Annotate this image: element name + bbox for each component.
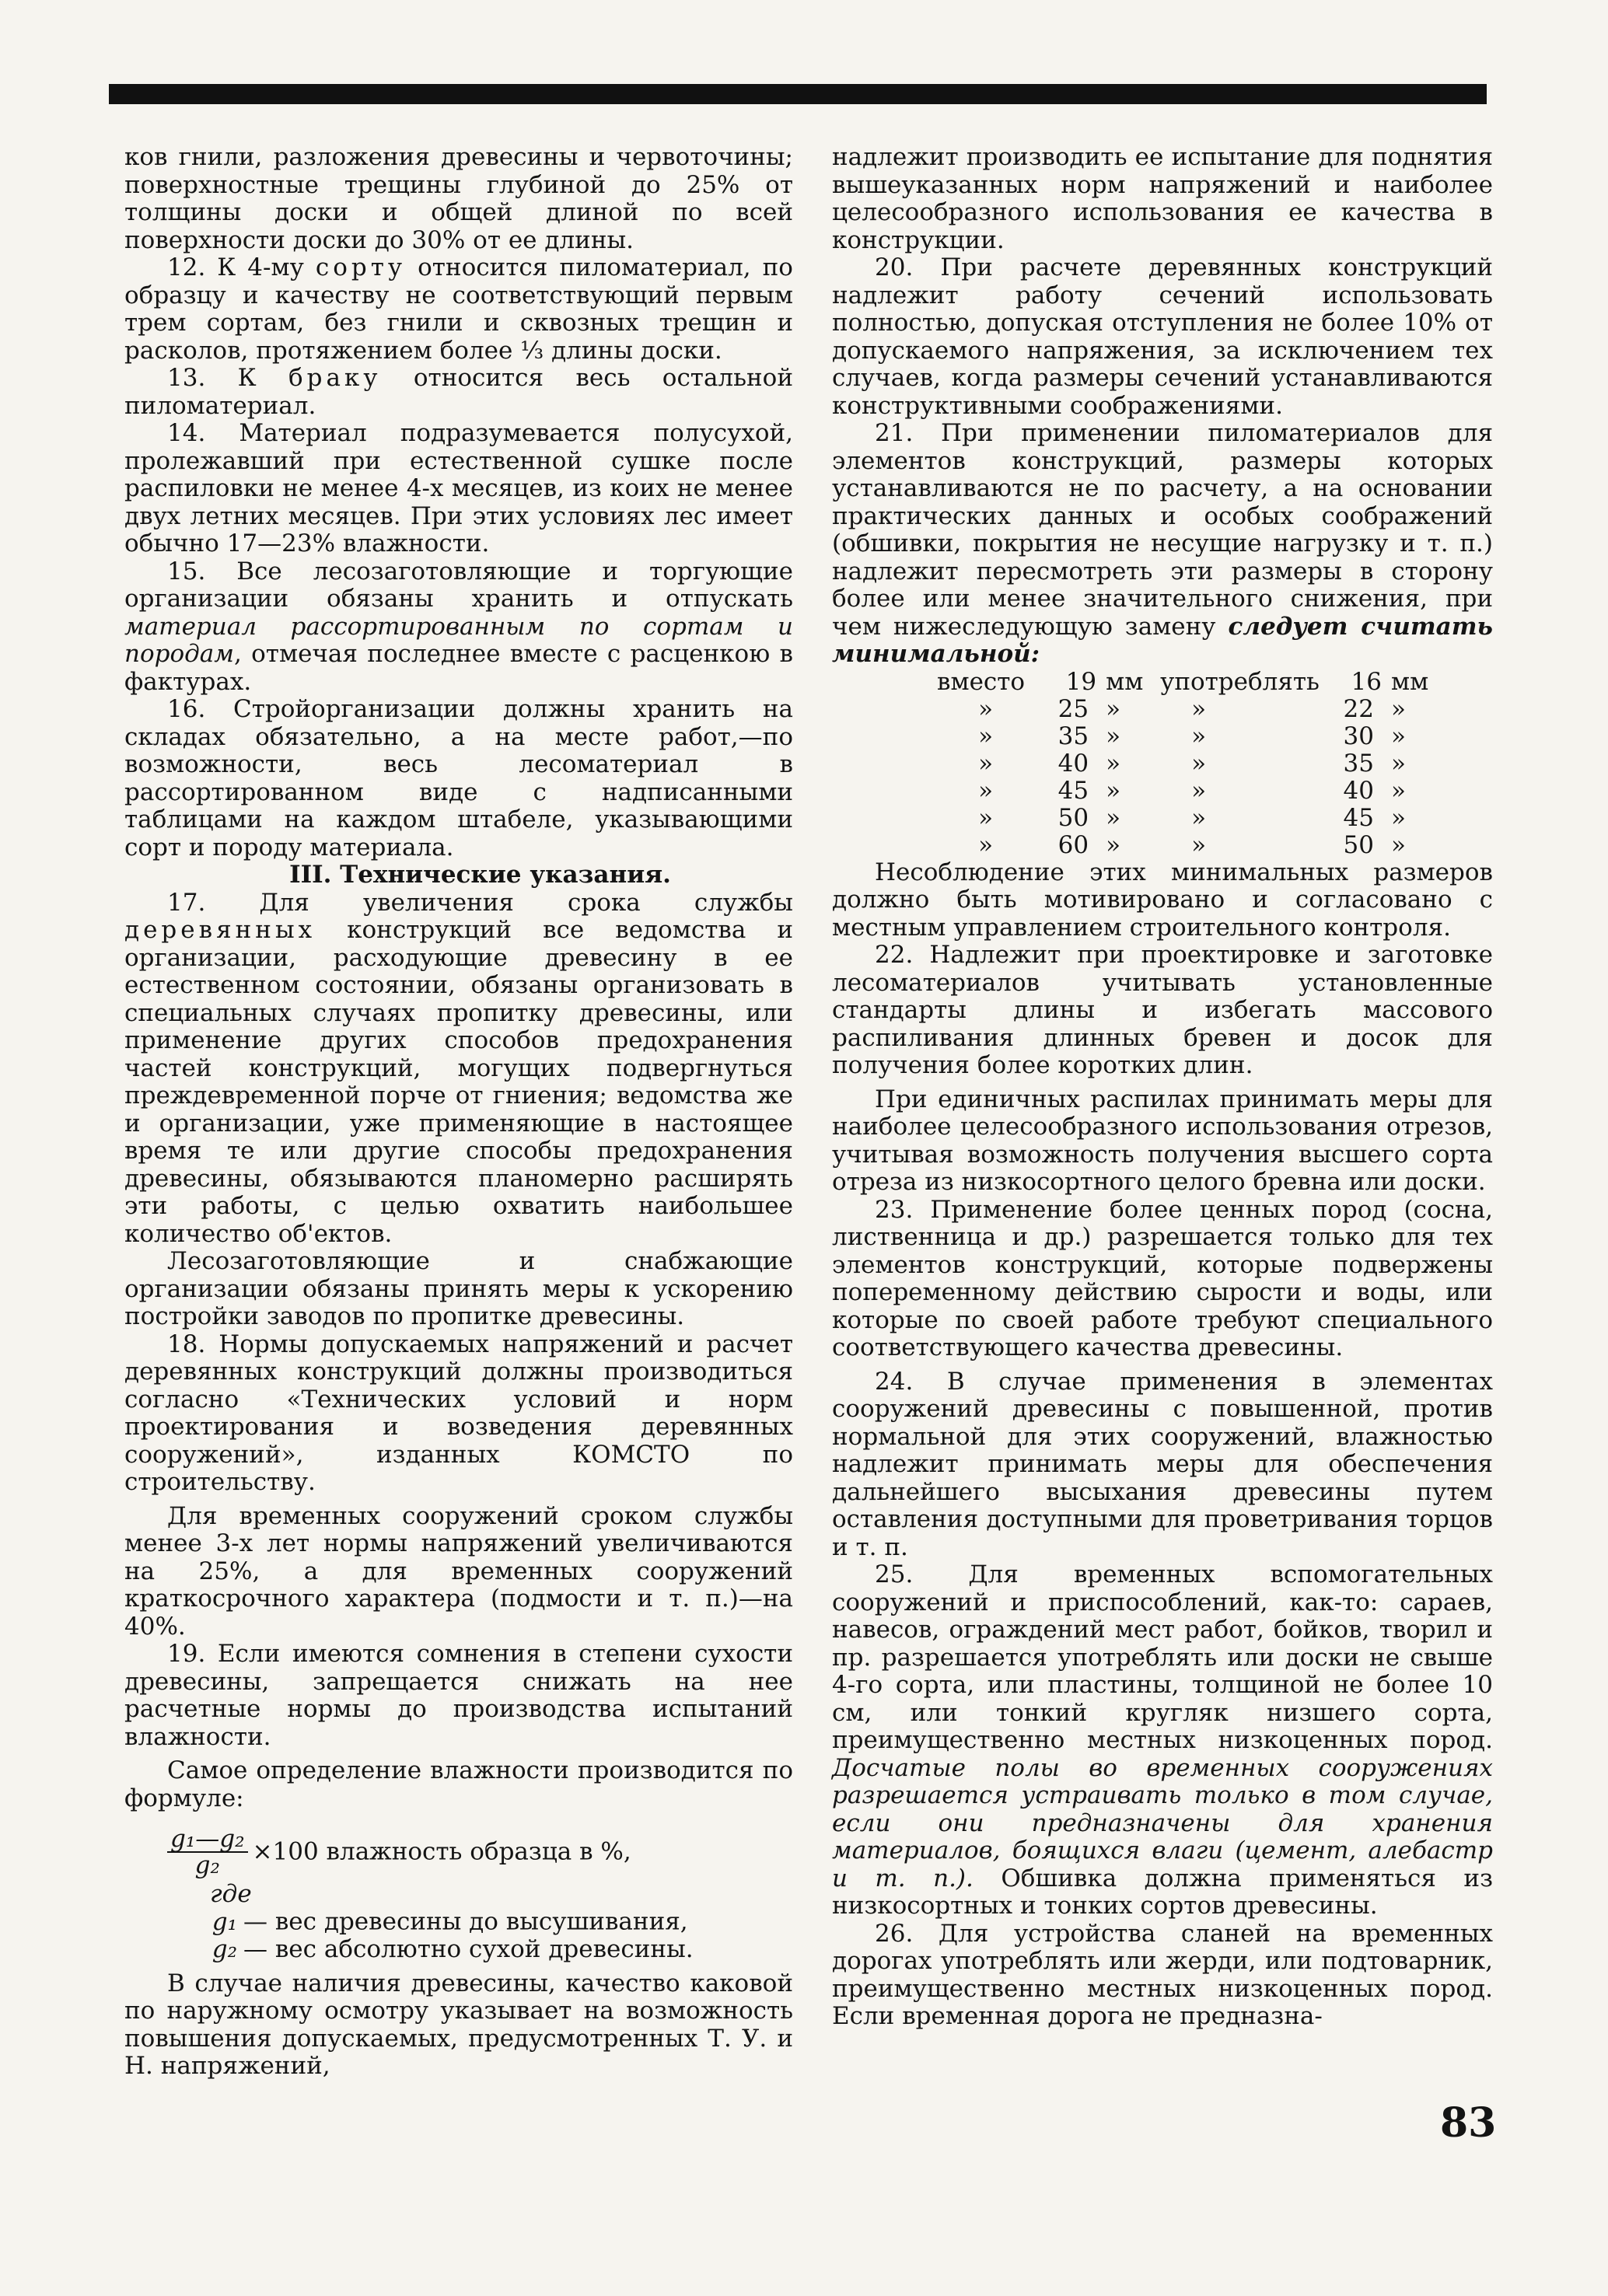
size-table-row: » 60 » » 50 » — [978, 830, 1406, 859]
paragraph-20: 20. При расчете деревянных конструкций надлежит работу сечений использовать полностью, допуская отступления не более 10% от допускаемого напряжения, за исключением тех случаев, когда размеры сечений устанавливаются конструктивными соображениями. — [832, 253, 1493, 420]
moisture-formula: $\frac{\text{g₁—g₂}}{\text{g₂}}$ ×100 влажность образца в %, — [167, 1826, 793, 1878]
size-table-row: » 50 » » 45 » — [978, 803, 1406, 832]
paragraph-19-formula-intro: Самое определение влажности производится по формуле: — [124, 1756, 793, 1812]
formula-where-2: g₂ — вес абсолютно сухой древесины. — [211, 1935, 694, 1963]
formula-where-1: где g₁ — вес древесины до высушивания, — [210, 1880, 688, 1936]
paragraph-continued: ков гнили, разложения древесины и червоточины; поверхностные трещины глубиной до 25% от толщины доски и общей длиной по всей поверхности доски до 30% от ее длины. — [124, 143, 793, 254]
paragraph-24: 24. В случае применения в элементах сооружений древесины с повышенной, против нормальной для этих сооружений, влажностью надлежит принимать меры для обеспечения дальнейшего высыхания древесины путем оставления доступными для проветривания торцов и т. п. — [832, 1367, 1493, 1561]
paragraph-23: 23. Применение более ценных пород (сосна, лиственница и др.) разрешается только для тех элементов конструкций, которые подвержены попеременному действию сырости и воды, или которые по своей работе требуют специального соответствующего качества древесины. — [832, 1195, 1493, 1361]
section-heading: III. Технические указания. — [289, 861, 671, 889]
paragraph-13: 13. К браку относится весь остальной пиломатериал. — [124, 364, 793, 420]
paragraph-21-cont: Несоблюдение этих минимальных размеров должно быть мотивировано и согласовано с местным управлением строительного контроля. — [832, 858, 1493, 942]
left-column — [124, 144, 793, 2081]
paragraph-17-cont: Лесозаготовляющие и снабжающие организации обязаны принять меры к ускорению постройки заводов по пропитке древесины. — [124, 1247, 793, 1330]
paragraph-18: 18. Нормы допускаемых напряжений и расчет деревянных конструкций должны производиться согласно «Технических условий и норм проектирования и возведения деревянных сооружений», изданных КОМСТО по строительству. — [124, 1330, 793, 1496]
paragraph-12: 12. К 4-му сорту относится пиломатериал, по образцу и качеству не соответствующий первым трем сортам, без гнили и сквозных трещин и расколов, протяжением более ⅓ длины доски. — [124, 253, 793, 365]
paragraph-18-cont: Для временных сооружений сроком службы менее 3-х лет нормы напряжений увеличиваются на 25%, а для временных сооружений краткосрочного характера (подмости и т. п.)—на 40%. — [124, 1501, 793, 1641]
size-table-row: » 45 » » 40 » — [978, 776, 1406, 805]
formula-fraction: $\frac{\text{g₁—g₂}}{\text{g₂}}$ — [167, 1826, 248, 1878]
paragraph-22-cont: При единичных распилах принимать меры для наиболее целесообразного использования отрезов, учитывая возможность получения высшего сорта отреза из низкосортного целого бревна или доски. — [832, 1085, 1493, 1196]
size-table-row: » 25 » » 22 » — [978, 694, 1406, 723]
paragraph-22: 22. Надлежит при проектировке и заготовке лесоматериалов учитывать установленные стандарты длины и избегать массового распиливания длинных бревен и досок для получения более коротких длин. — [832, 941, 1493, 1079]
paragraph-21: 21. При применении пиломатериалов для элементов конструкций, размеры которых устанавливаются не по расчету, а на основании практических данных и особых соображений (обшивки, покрытия не несущие нагрузку и т. п.) надлежит пересмотреть эти размеры в сторону более или менее значительного снижения, при чем нижеследующую замену следует считать минимальной: — [832, 419, 1494, 668]
paragraph-continued-right: надлежит производить ее испытание для поднятия вышеуказанных норм напряжений и наиболее целесообразного использования ее качества в конструкции. — [832, 143, 1493, 254]
paragraph-17: 17. Для увеличения срока службы деревянных конструкций все ведомства и организации, расходующие древесину в ее естественном состоянии, обязаны организовать в специальных случаях пропитку древесины, или применение других способов предохранения частей конструкций, могущих подвергнуться преждевременной порче от гниения; ведомства же и организации, уже применяющие в настоящее время те или другие способы предохранения древесины, обязываются планомерно расширять эти работы, с целью охватить наибольшее количество об'ектов. — [124, 888, 794, 1248]
paragraph-15: 15. Все лесозаготовляющие и торгующие организации обязаны хранить и отпускать материал рассортированным по сортам и породам, отмечая последнее вместе с расценкою в фактурах. — [124, 557, 793, 696]
top-rule — [109, 84, 1487, 104]
right-column — [832, 144, 1493, 2031]
size-table-row: » 35 » » 30 » — [978, 722, 1406, 750]
size-table-row: » 40 » » 35 » — [978, 749, 1406, 778]
paragraph-25: 25. Для временных вспомогательных сооружений и приспособлений, как-то: сараев, навесов, ограждений мест работ, бойков, творил и пр. разрешается употреблять или доски не свыше 4-го сорта, или пластины, толщиной не более 10 см, или тонкий кругляк низшего сорта, преимущественно местных низкоценных пород. Досчатые полы во временных сооружениях разрешается устраивать только в том случае, если они предназначены для хранения материалов, боящихся влаги (цемент, алебастр и т. п.). Обшивка должна применяться из низкосортных и тонких сортов древесины. — [832, 1560, 1493, 1920]
size-replacement-table — [937, 669, 1438, 859]
paragraph-19-cont: В случае наличия древесины, качество каковой по наружному осмотру указывает на возможность повышения допускаемых, предусмотренных Т. У. и Н. напряжений, — [124, 1969, 793, 2080]
paragraph-16: 16. Стройорганизации должны хранить на складах обязательно, а на месте работ,—по возможности, весь лесоматериал в рассортированном виде с надписанными таблицами на каждом штабеле, указывающими сорт и породу материала. — [124, 695, 793, 861]
page-number: 83 — [1440, 2099, 1497, 2147]
paragraph-14: 14. Материал подразумевается полусухой, пролежавший при естественной сушке после распиловки не менее 4-х месяцев, из коих не менее двух летних месяцев. При этих условиях лес имеет обычно 17—23% влажности. — [124, 419, 793, 557]
paragraph-26: 26. Для устройства сланей на временных дорогах употреблять или жерди, или подтоварник, преимущественно местных низкоценных пород. Если временная дорога не предназна- — [832, 1919, 1493, 2030]
paragraph-19: 19. Если имеются сомнения в степени сухости древесины, запрещается снижать на нее расчетные нормы до производства испытаний влажности. — [124, 1640, 793, 1751]
size-table-header-row: вместо 19 мм употреблять 16 мм — [937, 667, 1429, 696]
